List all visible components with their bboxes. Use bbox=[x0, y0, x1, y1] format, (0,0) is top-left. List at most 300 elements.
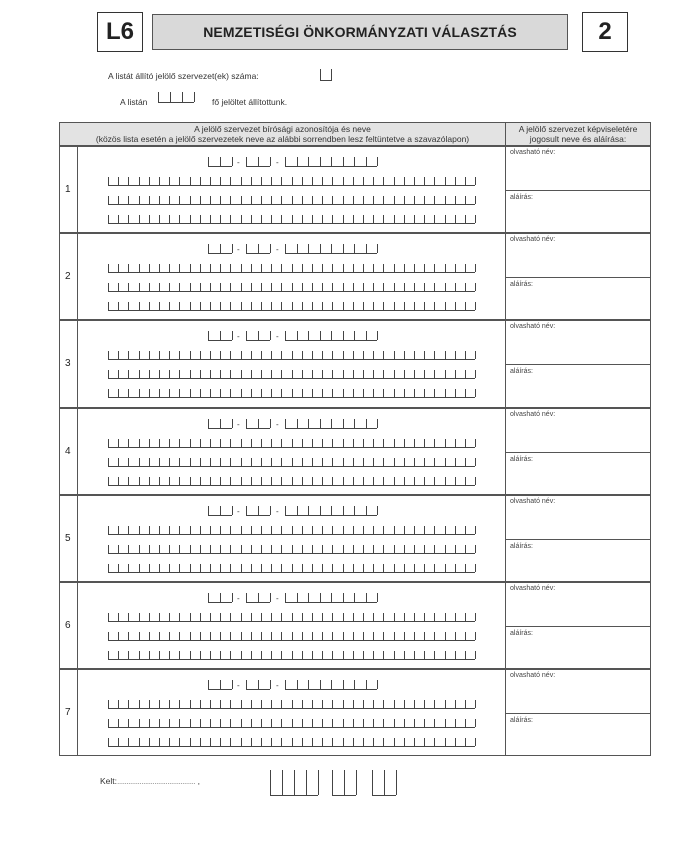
court-id-part3[interactable] bbox=[285, 680, 377, 690]
comb-divider bbox=[159, 719, 160, 727]
comb-divider bbox=[285, 680, 286, 689]
legible-name-field[interactable] bbox=[506, 409, 650, 453]
comb-divider bbox=[271, 526, 272, 534]
comb-divider bbox=[179, 526, 180, 534]
date-year-comb[interactable] bbox=[270, 770, 318, 796]
comb-divider bbox=[128, 389, 129, 397]
comb-divider bbox=[297, 331, 298, 340]
comb-divider bbox=[292, 651, 293, 659]
comb-divider bbox=[230, 370, 231, 378]
comb-divider bbox=[373, 351, 374, 359]
comb-divider bbox=[149, 196, 150, 204]
comb-divider bbox=[455, 564, 456, 572]
comb-divider bbox=[261, 196, 262, 204]
comb-divider bbox=[343, 331, 344, 340]
comb-divider bbox=[404, 613, 405, 621]
comb-divider bbox=[281, 719, 282, 727]
comb-divider bbox=[424, 477, 425, 485]
comb-divider bbox=[190, 719, 191, 727]
court-id-part3[interactable] bbox=[285, 331, 377, 341]
comb-divider bbox=[210, 651, 211, 659]
comb-divider bbox=[210, 351, 211, 359]
id-separator: - bbox=[237, 420, 240, 429]
comb-divider bbox=[281, 439, 282, 447]
comb-divider bbox=[179, 196, 180, 204]
comb-divider bbox=[424, 370, 425, 378]
comb-divider bbox=[190, 545, 191, 553]
header-org-line1: A jelölő szervezet bírósági azonosítója és neve bbox=[194, 124, 371, 134]
comb-divider bbox=[353, 264, 354, 272]
comb-divider bbox=[271, 196, 272, 204]
comb-divider bbox=[322, 651, 323, 659]
date-field[interactable] bbox=[270, 770, 400, 796]
comb-divider bbox=[118, 613, 119, 621]
comb-divider bbox=[302, 545, 303, 553]
header-org-line2: (közös lista esetén a jelölő szervezetek neve az alábbi sorrendben lesz feltüntetve a szavazólapon) bbox=[95, 134, 470, 144]
organization-cell bbox=[77, 146, 506, 233]
court-id-part1[interactable] bbox=[208, 157, 232, 167]
comb-divider bbox=[200, 389, 201, 397]
comb-divider bbox=[414, 564, 415, 572]
comb-divider bbox=[312, 264, 313, 272]
comb-divider bbox=[261, 700, 262, 708]
comb-divider bbox=[230, 439, 231, 447]
form-code: L6 bbox=[105, 18, 134, 45]
comb-divider bbox=[297, 593, 298, 602]
comb-divider bbox=[251, 302, 252, 310]
row-number: 3 bbox=[65, 358, 71, 369]
comb-divider bbox=[208, 331, 209, 340]
comb-divider bbox=[169, 719, 170, 727]
comb-divider bbox=[210, 370, 211, 378]
comb-divider bbox=[251, 177, 252, 185]
comb-divider bbox=[149, 545, 150, 553]
comb-divider bbox=[241, 177, 242, 185]
organization-name-line-3[interactable] bbox=[108, 215, 475, 224]
comb-divider bbox=[354, 506, 355, 515]
signature-field[interactable] bbox=[506, 714, 650, 756]
comb-divider bbox=[366, 157, 367, 166]
organization-name-line-2[interactable] bbox=[108, 370, 475, 379]
comb-divider bbox=[394, 526, 395, 534]
comb-divider bbox=[302, 389, 303, 397]
court-id-part2[interactable] bbox=[246, 331, 270, 341]
comb-divider bbox=[353, 738, 354, 746]
comb-divider bbox=[434, 526, 435, 534]
comb-divider bbox=[108, 177, 109, 185]
comb-divider bbox=[465, 564, 466, 572]
comb-divider bbox=[434, 700, 435, 708]
comb-divider bbox=[394, 564, 395, 572]
comb-divider bbox=[363, 351, 364, 359]
comb-divider bbox=[445, 651, 446, 659]
comb-divider bbox=[404, 719, 405, 727]
comb-divider bbox=[139, 283, 140, 291]
comb-divider bbox=[230, 283, 231, 291]
comb-divider bbox=[251, 351, 252, 359]
id-separator: - bbox=[237, 681, 240, 690]
comb-divider bbox=[281, 613, 282, 621]
comb-divider bbox=[118, 477, 119, 485]
court-id-part3[interactable] bbox=[285, 244, 377, 254]
signature-field[interactable] bbox=[506, 453, 650, 495]
comb-divider bbox=[353, 215, 354, 223]
comb-divider bbox=[232, 506, 233, 515]
comb-divider bbox=[200, 177, 201, 185]
representative-cell bbox=[505, 669, 651, 756]
comb-divider bbox=[414, 283, 415, 291]
comb-divider bbox=[159, 215, 160, 223]
comb-divider bbox=[465, 264, 466, 272]
date-month-comb[interactable] bbox=[332, 770, 356, 796]
comb-divider bbox=[292, 458, 293, 466]
comb-divider bbox=[271, 632, 272, 640]
court-id-part2[interactable] bbox=[246, 593, 270, 603]
comb-divider bbox=[322, 738, 323, 746]
comb-divider bbox=[383, 196, 384, 204]
comb-divider bbox=[414, 302, 415, 310]
kelt-text: Kelt: bbox=[100, 776, 118, 786]
comb-divider bbox=[434, 613, 435, 621]
comb-divider bbox=[383, 351, 384, 359]
court-id-part1[interactable] bbox=[208, 244, 232, 254]
comb-divider bbox=[465, 477, 466, 485]
organization-cell bbox=[77, 582, 506, 669]
comb-divider bbox=[445, 196, 446, 204]
comb-divider bbox=[292, 632, 293, 640]
kelt-comma: , bbox=[197, 776, 200, 786]
court-id-part1[interactable] bbox=[208, 506, 232, 516]
comb-divider bbox=[465, 700, 466, 708]
comb-divider bbox=[373, 177, 374, 185]
comb-divider bbox=[455, 632, 456, 640]
court-id-part1[interactable] bbox=[208, 331, 232, 341]
signature-field[interactable] bbox=[506, 627, 650, 669]
legible-name-field[interactable] bbox=[506, 670, 650, 714]
comb-divider bbox=[261, 651, 262, 659]
comb-divider bbox=[285, 419, 286, 428]
comb-divider bbox=[332, 283, 333, 291]
comb-divider bbox=[108, 719, 109, 727]
comb-divider bbox=[404, 632, 405, 640]
organization-name-line-3[interactable] bbox=[108, 477, 475, 486]
comb-divider bbox=[261, 439, 262, 447]
comb-divider bbox=[158, 92, 159, 102]
comb-divider bbox=[220, 738, 221, 746]
form-title-bar bbox=[152, 14, 568, 50]
kelt-label bbox=[100, 776, 200, 786]
comb-divider bbox=[200, 196, 201, 204]
comb-divider bbox=[404, 477, 405, 485]
comb-divider bbox=[220, 651, 221, 659]
comb-divider bbox=[149, 613, 150, 621]
comb-divider bbox=[190, 738, 191, 746]
organization-name-line-2[interactable] bbox=[108, 283, 475, 292]
comb-divider bbox=[271, 283, 272, 291]
row-number: 7 bbox=[65, 706, 71, 718]
comb-divider bbox=[320, 506, 321, 515]
comb-divider bbox=[179, 283, 180, 291]
comb-divider bbox=[128, 700, 129, 708]
comb-divider bbox=[179, 370, 180, 378]
comb-divider bbox=[258, 244, 259, 253]
comb-divider bbox=[455, 351, 456, 359]
comb-divider bbox=[169, 651, 170, 659]
comb-divider bbox=[343, 719, 344, 727]
comb-divider bbox=[241, 370, 242, 378]
comb-divider bbox=[292, 700, 293, 708]
comb-divider bbox=[343, 613, 344, 621]
comb-divider bbox=[308, 244, 309, 253]
court-id-part2[interactable] bbox=[246, 506, 270, 516]
comb-divider bbox=[292, 302, 293, 310]
comb-divider bbox=[332, 264, 333, 272]
organization-name-line-1[interactable] bbox=[108, 264, 475, 273]
comb-divider bbox=[424, 215, 425, 223]
comb-divider bbox=[108, 370, 109, 378]
comb-divider bbox=[302, 564, 303, 572]
comb-divider bbox=[404, 196, 405, 204]
comb-divider bbox=[363, 632, 364, 640]
comb-divider bbox=[465, 351, 466, 359]
comb-divider bbox=[128, 564, 129, 572]
comb-divider bbox=[220, 564, 221, 572]
signature-field[interactable] bbox=[506, 191, 650, 233]
comb-divider bbox=[383, 389, 384, 397]
comb-divider bbox=[394, 477, 395, 485]
comb-divider bbox=[241, 458, 242, 466]
comb-divider bbox=[261, 564, 262, 572]
organization-name-line-3[interactable] bbox=[108, 651, 475, 660]
comb-divider bbox=[383, 651, 384, 659]
legible-name-field[interactable] bbox=[506, 496, 650, 540]
comb-divider bbox=[190, 700, 191, 708]
court-id-part1[interactable] bbox=[208, 419, 232, 429]
legible-name-field[interactable] bbox=[506, 147, 650, 191]
comb-divider bbox=[312, 700, 313, 708]
organization-name-line-3[interactable] bbox=[108, 738, 475, 747]
comb-divider bbox=[285, 244, 286, 253]
organization-name-line-3[interactable] bbox=[108, 302, 475, 311]
comb-divider bbox=[108, 632, 109, 640]
comb-divider bbox=[404, 389, 405, 397]
organization-name-line-2[interactable] bbox=[108, 196, 475, 205]
comb-divider bbox=[159, 351, 160, 359]
comb-divider bbox=[108, 389, 109, 397]
comb-divider bbox=[230, 196, 231, 204]
comb-divider bbox=[363, 302, 364, 310]
comb-divider bbox=[312, 564, 313, 572]
comb-divider bbox=[108, 264, 109, 272]
comb-divider bbox=[241, 719, 242, 727]
comb-divider bbox=[332, 177, 333, 185]
comb-divider bbox=[159, 651, 160, 659]
comb-divider bbox=[241, 564, 242, 572]
court-id-part3[interactable] bbox=[285, 593, 377, 603]
comb-divider bbox=[169, 215, 170, 223]
comb-divider bbox=[455, 651, 456, 659]
comb-divider bbox=[343, 177, 344, 185]
court-id-part2[interactable] bbox=[246, 680, 270, 690]
comb-divider bbox=[332, 351, 333, 359]
comb-divider bbox=[372, 770, 373, 795]
comb-divider bbox=[108, 564, 109, 572]
organization-name-line-1[interactable] bbox=[108, 439, 475, 448]
comb-divider bbox=[322, 264, 323, 272]
comb-divider bbox=[118, 370, 119, 378]
comb-divider bbox=[246, 157, 247, 166]
comb-divider bbox=[281, 738, 282, 746]
comb-divider bbox=[230, 651, 231, 659]
court-id-part1[interactable] bbox=[208, 680, 232, 690]
comb-divider bbox=[414, 177, 415, 185]
table-header-organization bbox=[59, 122, 506, 146]
court-id-part1[interactable] bbox=[208, 593, 232, 603]
comb-divider bbox=[302, 738, 303, 746]
comb-divider bbox=[373, 719, 374, 727]
organization-name-line-2[interactable] bbox=[108, 632, 475, 641]
comb-divider bbox=[128, 651, 129, 659]
signature-field[interactable] bbox=[506, 365, 650, 407]
comb-divider bbox=[312, 351, 313, 359]
comb-divider bbox=[200, 700, 201, 708]
comb-divider bbox=[353, 719, 354, 727]
comb-divider bbox=[169, 613, 170, 621]
court-id-part3[interactable] bbox=[285, 157, 377, 167]
legible-name-field[interactable] bbox=[506, 321, 650, 365]
comb-divider bbox=[251, 700, 252, 708]
comb-divider bbox=[271, 738, 272, 746]
comb-divider bbox=[220, 215, 221, 223]
comb-divider bbox=[230, 545, 231, 553]
comb-divider bbox=[343, 283, 344, 291]
comb-divider bbox=[332, 613, 333, 621]
comb-divider bbox=[434, 264, 435, 272]
comb-divider bbox=[281, 177, 282, 185]
signature-field[interactable] bbox=[506, 278, 650, 320]
comb-divider bbox=[149, 439, 150, 447]
comb-divider bbox=[414, 351, 415, 359]
comb-divider bbox=[343, 302, 344, 310]
date-day-comb[interactable] bbox=[372, 770, 396, 796]
comb-divider bbox=[128, 719, 129, 727]
signature-label: aláírás: bbox=[510, 542, 533, 550]
organization-name-line-3[interactable] bbox=[108, 389, 475, 398]
comb-divider bbox=[308, 680, 309, 689]
comb-divider bbox=[190, 458, 191, 466]
comb-divider bbox=[159, 439, 160, 447]
comb-divider bbox=[271, 719, 272, 727]
comb-divider bbox=[251, 613, 252, 621]
comb-divider bbox=[354, 593, 355, 602]
comb-divider bbox=[332, 651, 333, 659]
row-number: 6 bbox=[65, 619, 71, 631]
comb-divider bbox=[128, 477, 129, 485]
signature-field[interactable] bbox=[506, 540, 650, 582]
court-id-part3[interactable] bbox=[285, 506, 377, 516]
comb-divider bbox=[424, 564, 425, 572]
comb-divider bbox=[251, 526, 252, 534]
organization-name-line-2[interactable] bbox=[108, 458, 475, 467]
comb-divider bbox=[424, 526, 425, 534]
comb-divider bbox=[200, 651, 201, 659]
comb-divider bbox=[169, 196, 170, 204]
row-number-cell bbox=[59, 233, 78, 320]
comb-divider bbox=[261, 389, 262, 397]
comb-divider bbox=[128, 351, 129, 359]
comb-divider bbox=[414, 389, 415, 397]
comb-divider bbox=[230, 458, 231, 466]
comb-divider bbox=[332, 632, 333, 640]
comb-divider bbox=[404, 458, 405, 466]
comb-divider bbox=[297, 244, 298, 253]
comb-divider bbox=[208, 244, 209, 253]
comb-divider bbox=[322, 526, 323, 534]
organization-name-line-2[interactable] bbox=[108, 545, 475, 554]
comb-divider bbox=[220, 351, 221, 359]
comb-divider bbox=[170, 92, 171, 102]
comb-divider bbox=[128, 458, 129, 466]
comb-divider bbox=[246, 506, 247, 515]
court-id-part2[interactable] bbox=[246, 419, 270, 429]
comb-divider bbox=[261, 738, 262, 746]
court-id-part2[interactable] bbox=[246, 157, 270, 167]
candidate-count-comb[interactable] bbox=[158, 92, 194, 103]
organization-name-line-1[interactable] bbox=[108, 351, 475, 360]
comb-divider bbox=[353, 458, 354, 466]
org-count-field[interactable] bbox=[320, 69, 332, 81]
comb-divider bbox=[179, 215, 180, 223]
comb-divider bbox=[377, 331, 378, 340]
comb-divider bbox=[190, 651, 191, 659]
comb-divider bbox=[353, 613, 354, 621]
legible-name-field[interactable] bbox=[506, 583, 650, 627]
comb-divider bbox=[455, 439, 456, 447]
organization-name-line-1[interactable] bbox=[108, 177, 475, 186]
comb-divider bbox=[353, 477, 354, 485]
comb-divider bbox=[292, 545, 293, 553]
comb-divider bbox=[232, 244, 233, 253]
comb-divider bbox=[258, 593, 259, 602]
comb-divider bbox=[343, 370, 344, 378]
legible-name-field[interactable] bbox=[506, 234, 650, 278]
comb-divider bbox=[118, 439, 119, 447]
organization-name-line-1[interactable] bbox=[108, 526, 475, 535]
comb-divider bbox=[414, 196, 415, 204]
comb-divider bbox=[270, 506, 271, 515]
page-number-box bbox=[582, 12, 628, 52]
organization-name-line-3[interactable] bbox=[108, 564, 475, 573]
comb-divider bbox=[159, 458, 160, 466]
comb-divider bbox=[169, 370, 170, 378]
court-id-part2[interactable] bbox=[246, 244, 270, 254]
comb-divider bbox=[241, 545, 242, 553]
organization-name-line-2[interactable] bbox=[108, 719, 475, 728]
comb-divider bbox=[139, 700, 140, 708]
comb-divider bbox=[251, 738, 252, 746]
comb-divider bbox=[322, 215, 323, 223]
court-id-part3[interactable] bbox=[285, 419, 377, 429]
candidate-count-field[interactable] bbox=[158, 92, 196, 103]
organization-name-line-1[interactable] bbox=[108, 613, 475, 622]
comb-divider bbox=[139, 564, 140, 572]
comb-divider bbox=[108, 738, 109, 746]
comb-divider bbox=[159, 370, 160, 378]
comb-divider bbox=[271, 177, 272, 185]
comb-divider bbox=[159, 302, 160, 310]
comb-divider bbox=[210, 196, 211, 204]
organization-name-line-1[interactable] bbox=[108, 700, 475, 709]
